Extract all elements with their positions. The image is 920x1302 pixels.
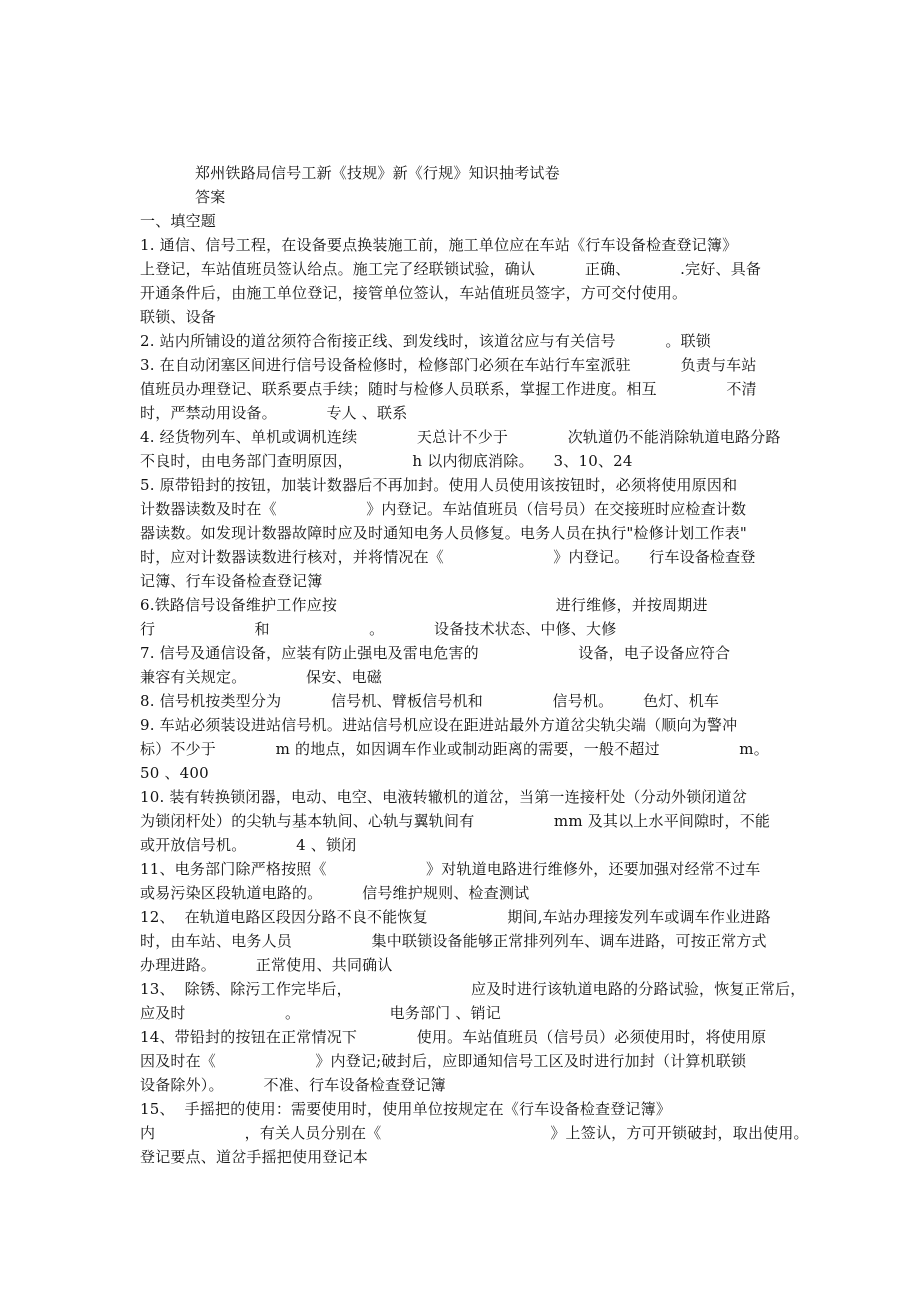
text-line: 应及时 。 电务部门 、销记 — [140, 1004, 501, 1022]
text-line: 10. 装有转换锁闭器，电动、电空、电液转辙机的道岔，当第一连接杆处（分动外锁闭道岔 — [140, 788, 748, 806]
text-line: 计数器读数及时在《 》内登记。车站值班员（信号员）在交接班时应检查计数 — [140, 500, 747, 518]
text-line: 7. 信号及通信设备，应装有防止强电及雷电危害的 设备，电子设备应符合 — [140, 644, 731, 662]
text-line: 或开放信号机。 4 、锁闭 — [140, 836, 357, 854]
text-line: 15、 手摇把的使用：需要使用时，使用单位按规定在《行车设备检查登记簿》 — [140, 1100, 672, 1118]
text-line: 设备除外）。 不准、行车设备检查登记簿 — [140, 1076, 446, 1094]
text-line: 1. 通信、信号工程，在设备要点换装施工前，施工单位应在车站《行车设备检查登记簿》 — [140, 236, 738, 254]
text-line: 开通条件后，由施工单位登记，接管单位签认，车站值班员签字，方可交付使用。 — [140, 284, 688, 302]
text-line: 11、电务部门除严格按照《 》对轨道电路进行维修外，还要加强对经常不过车 — [140, 860, 761, 878]
text-line: 或易污染区段轨道电路的。 信号维护规则、检查测试 — [140, 884, 530, 902]
text-line: 行 和 。 设备技术状态、中修、大修 — [140, 620, 617, 638]
text-line: 14、带铅封的按钮在正常情况下 使用。车站值班员（信号员）必须使用时，将使用原 — [140, 1028, 767, 1046]
text-line: 不良时，由电务部门查明原因， h 以内彻底消除。 3、10、24 — [140, 452, 633, 470]
page-title: 郑州铁路局信号工新《技规》新《行规》知识抽考试卷 — [195, 164, 560, 182]
text-line: 9. 车站必须装设进站信号机。进站信号机应设在距进站最外方道岔尖轨尖端（顺向为警冲 — [140, 716, 738, 734]
text-line: 内 ，有关人员分别在《 》上签认，方可开锁破封，取出使用。 — [140, 1124, 809, 1142]
text-line: 因及时在《 》内登记;破封后，应即通知信号工区及时进行加封（计算机联锁 — [140, 1052, 747, 1070]
text-line: 4. 经货物列车、单机或调机连续 天总计不少于 次轨道仍不能消除轨道电路分路 — [140, 428, 781, 446]
text-line: 13、 除锈、除污工作完毕后， 应及时进行该轨道电路的分路试验，恢复正常后， — [140, 980, 806, 998]
text-line: 时，由车站、电务人员 集中联锁设备能够正常排列列车、调车进路，可按正常方式 — [140, 932, 767, 950]
text-line: 办理进路。 正常使用、共同确认 — [140, 956, 393, 974]
text-line: 时，应对计数器读数进行核对，并将情况在《 》内登记。 行车设备检查登 — [140, 548, 756, 566]
text-line: 5. 原带铅封的按钮，加装计数器后不再加封。使用人员使用该按钮时，必须将使用原因和 — [140, 476, 738, 494]
text-line: 为锁闭杆处）的尖轨与基本轨间、心轨与翼轨间有 mm 及其以上水平间隙时，不能 — [140, 812, 771, 830]
text-line: 值班员办理登记、联系要点手续；随时与检修人员联系，掌握工作进度。相互 不清 — [140, 380, 757, 398]
text-line: 6.铁路信号设备维护工作应按 进行维修，并按周期进 — [140, 596, 708, 614]
text-line: 联锁、设备 — [140, 308, 217, 326]
text-line: 2. 站内所铺设的道岔须符合衔接正线、到发线时，该道岔应与有关信号 。联锁 — [140, 332, 711, 350]
answer-label: 答案 — [195, 188, 226, 206]
text-line: 器读数。如发现计数器故障时应及时通知电务人员修复。电务人员在执行"检修计划工作表" — [140, 524, 748, 542]
text-line: 标）不少于 m 的地点，如因调车作业或制动距离的需要，一般不超过 m。 — [140, 740, 769, 758]
text-line: 50 、400 — [140, 764, 209, 782]
text-line: 时，严禁动用设备。 专人 、联系 — [140, 404, 408, 422]
text-line: 3. 在自动闭塞区间进行信号设备检修时，检修部门必须在车站行车室派驻 负责与车站 — [140, 356, 757, 374]
text-line: 上登记，车站值班员签认给点。施工完了经联锁试验，确认 正确、 .完好、具备 — [140, 260, 762, 278]
text-line: 8. 信号机按类型分为 信号机、臂板信号机和 信号机。 色灯、机车 — [140, 692, 720, 710]
text-line: 登记要点、道岔手摇把使用登记本 — [140, 1148, 369, 1166]
text-line: 记簿、行车设备检查登记簿 — [140, 572, 323, 590]
text-line: 12、 在轨道电路区段因分路不良不能恢复 期间,车站办理接发列车或调车作业进路 — [140, 908, 771, 926]
section-heading: 一、填空题 — [140, 212, 217, 230]
text-line: 兼容有关规定。 保安、电磁 — [140, 668, 383, 686]
